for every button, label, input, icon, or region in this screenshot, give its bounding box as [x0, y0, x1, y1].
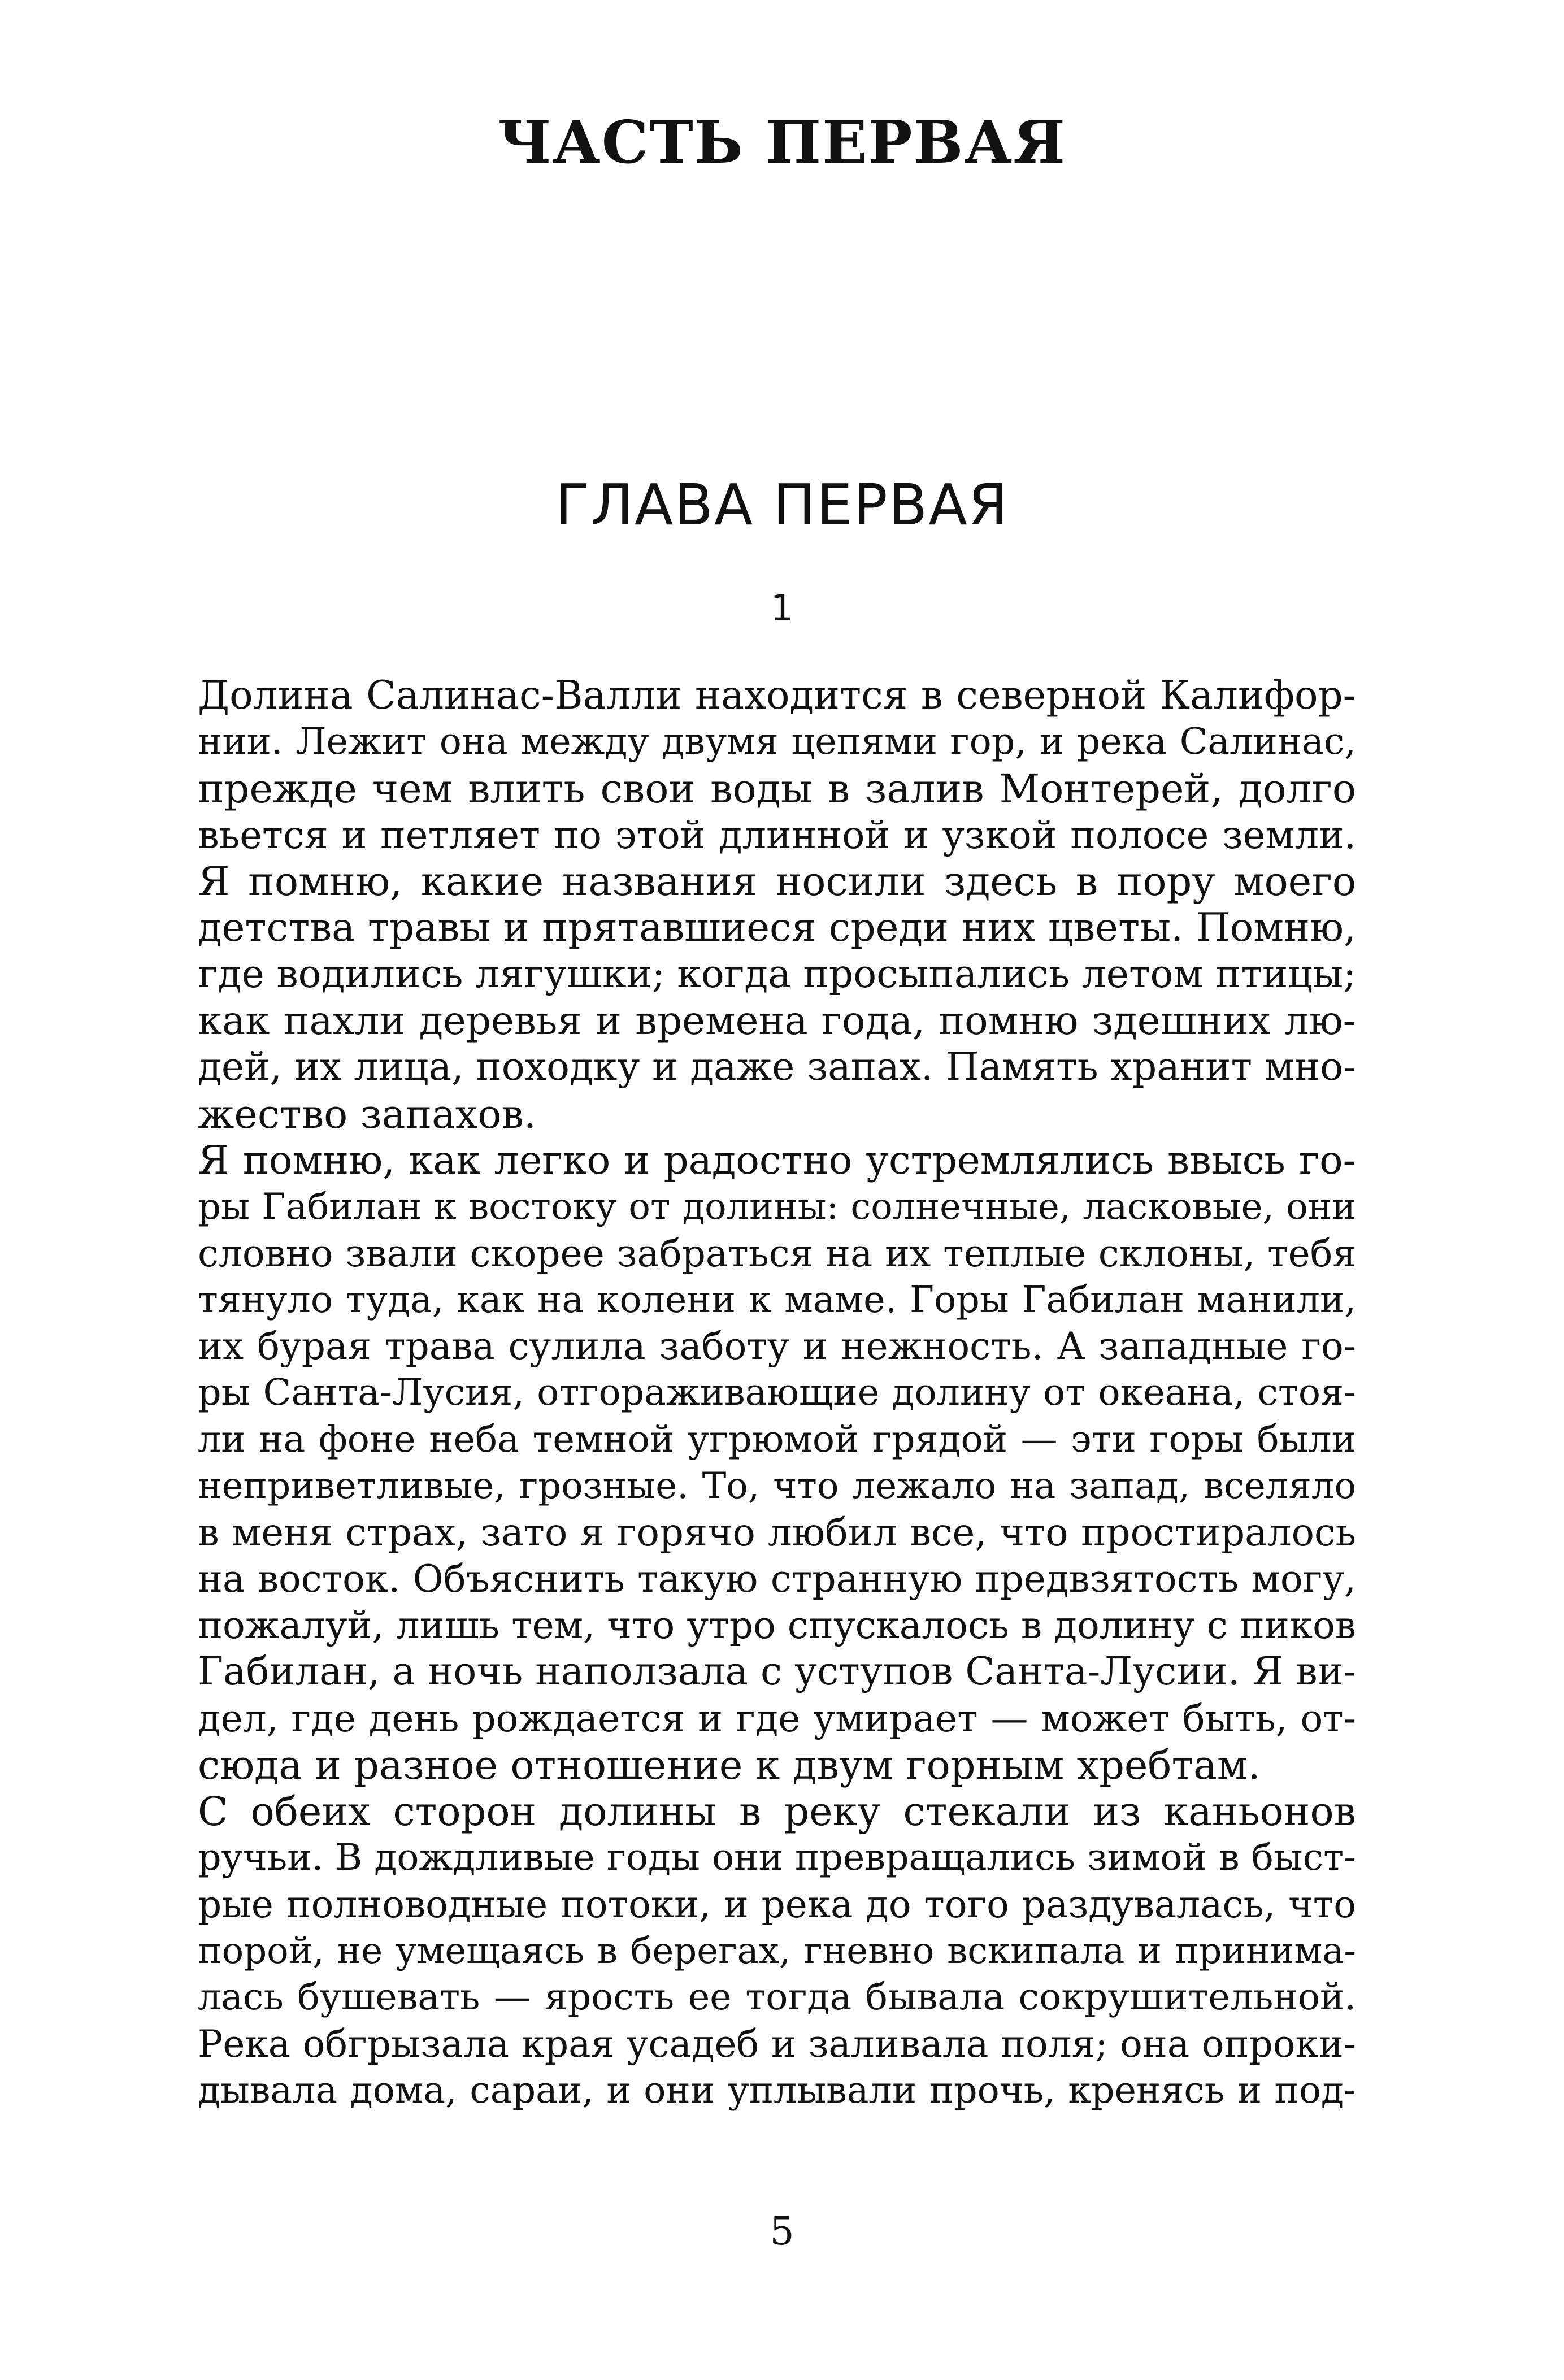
text-line: Я помню, как легко и радостно устремлялись ввысь го- [198, 1137, 1356, 1183]
text-line: сюда и разное отношение к двум горным хребтам. [198, 1741, 1261, 1788]
paragraph [198, 858, 1356, 1137]
text-line: нии. Лежит она между двумя цепями гор, и река Салинас, [198, 720, 1356, 763]
text-line: словно звали скорее забраться на их теплые склоны, тебя [198, 1231, 1356, 1275]
text-line: Долина Салинас-Валли находится в северной Калифор- [198, 673, 1356, 718]
text-line: в меня страх, зато я горячо любил все, что простиралось [198, 1510, 1356, 1555]
text-line: дей, их лица, походку и даже запах. Память хранит мно- [198, 1045, 1356, 1090]
text-line: Река обгрызала края усадеб и заливала поля; она опроки- [198, 2022, 1356, 2066]
text-line: ли на фоне неба темной угрюмой грядой — эти горы были [198, 1418, 1356, 1461]
text-line: Я помню, какие названия носили здесь в пору моего [198, 858, 1356, 905]
text-line: дел, где день рождается и где умирает — может быть, от- [198, 1696, 1356, 1740]
text-line: неприветливые, грозные. То, что лежало на запад, вселяло [198, 1465, 1356, 1508]
text-line: их бурая трава сулила заботу и нежность. А западные го- [198, 1324, 1356, 1369]
text-line: порой, не умещаясь в берегах, гневно вскипала и принима- [198, 1930, 1356, 1973]
chapter-title: ГЛАВА ПЕРВАЯ [555, 472, 1009, 538]
text-line: пожалуй, лишь тем, что утро спускалось в долину с пиков [198, 1603, 1356, 1647]
part-title: ЧАСТЬ ПЕРВАЯ [498, 107, 1066, 177]
text-line: дывала дома, сараи, и они уплывали прочь, кренясь и под- [198, 2069, 1356, 2112]
text-line: где водились лягушки; когда просыпались летом птицы; [198, 952, 1356, 997]
paragraph [198, 1788, 1356, 2114]
paragraph [198, 672, 1356, 858]
text-line: С обеих сторон долины в реку стекали из каньонов [198, 1788, 1356, 1835]
text-line: вьется и петляет по этой длинной и узкой полосе земли. [198, 813, 1356, 857]
paragraph [198, 1137, 1356, 1788]
page-number: 5 [770, 2209, 794, 2254]
text-line: прежде чем влить свои воды в залив Монтерей, долго [198, 765, 1356, 812]
body-text [198, 672, 1356, 2114]
text-line: ручьи. В дождливые годы они превращались зимой в быст- [198, 1836, 1356, 1879]
text-line: лась бушевать — ярость ее тогда бывала сокрушительной. [198, 1976, 1356, 2019]
text-line: тянуло туда, как на колени к маме. Горы Габилан манили, [198, 1278, 1356, 1321]
text-line: детства травы и прятавшиеся среди них цветы. Помню, [198, 905, 1356, 951]
text-line: как пахли деревья и времена года, помню здешних лю- [198, 998, 1356, 1044]
text-line: рые полноводные потоки, и река до того раздувалась, что [198, 1882, 1356, 1926]
text-line: ры Санта-Лусия, отгораживающие долину от океана, стоя- [198, 1371, 1356, 1414]
text-line: Габилан, а ночь наползала с уступов Санта-Лусии. Я ви- [198, 1649, 1356, 1695]
section-number: 1 [770, 588, 794, 629]
text-line: на восток. Объяснить такую странную предвзятость могу, [198, 1557, 1356, 1601]
text-line: ры Габилан к востоку от долины: солнечные, ласковые, они [198, 1186, 1356, 1228]
text-line: жество запахов. [198, 1091, 537, 1137]
